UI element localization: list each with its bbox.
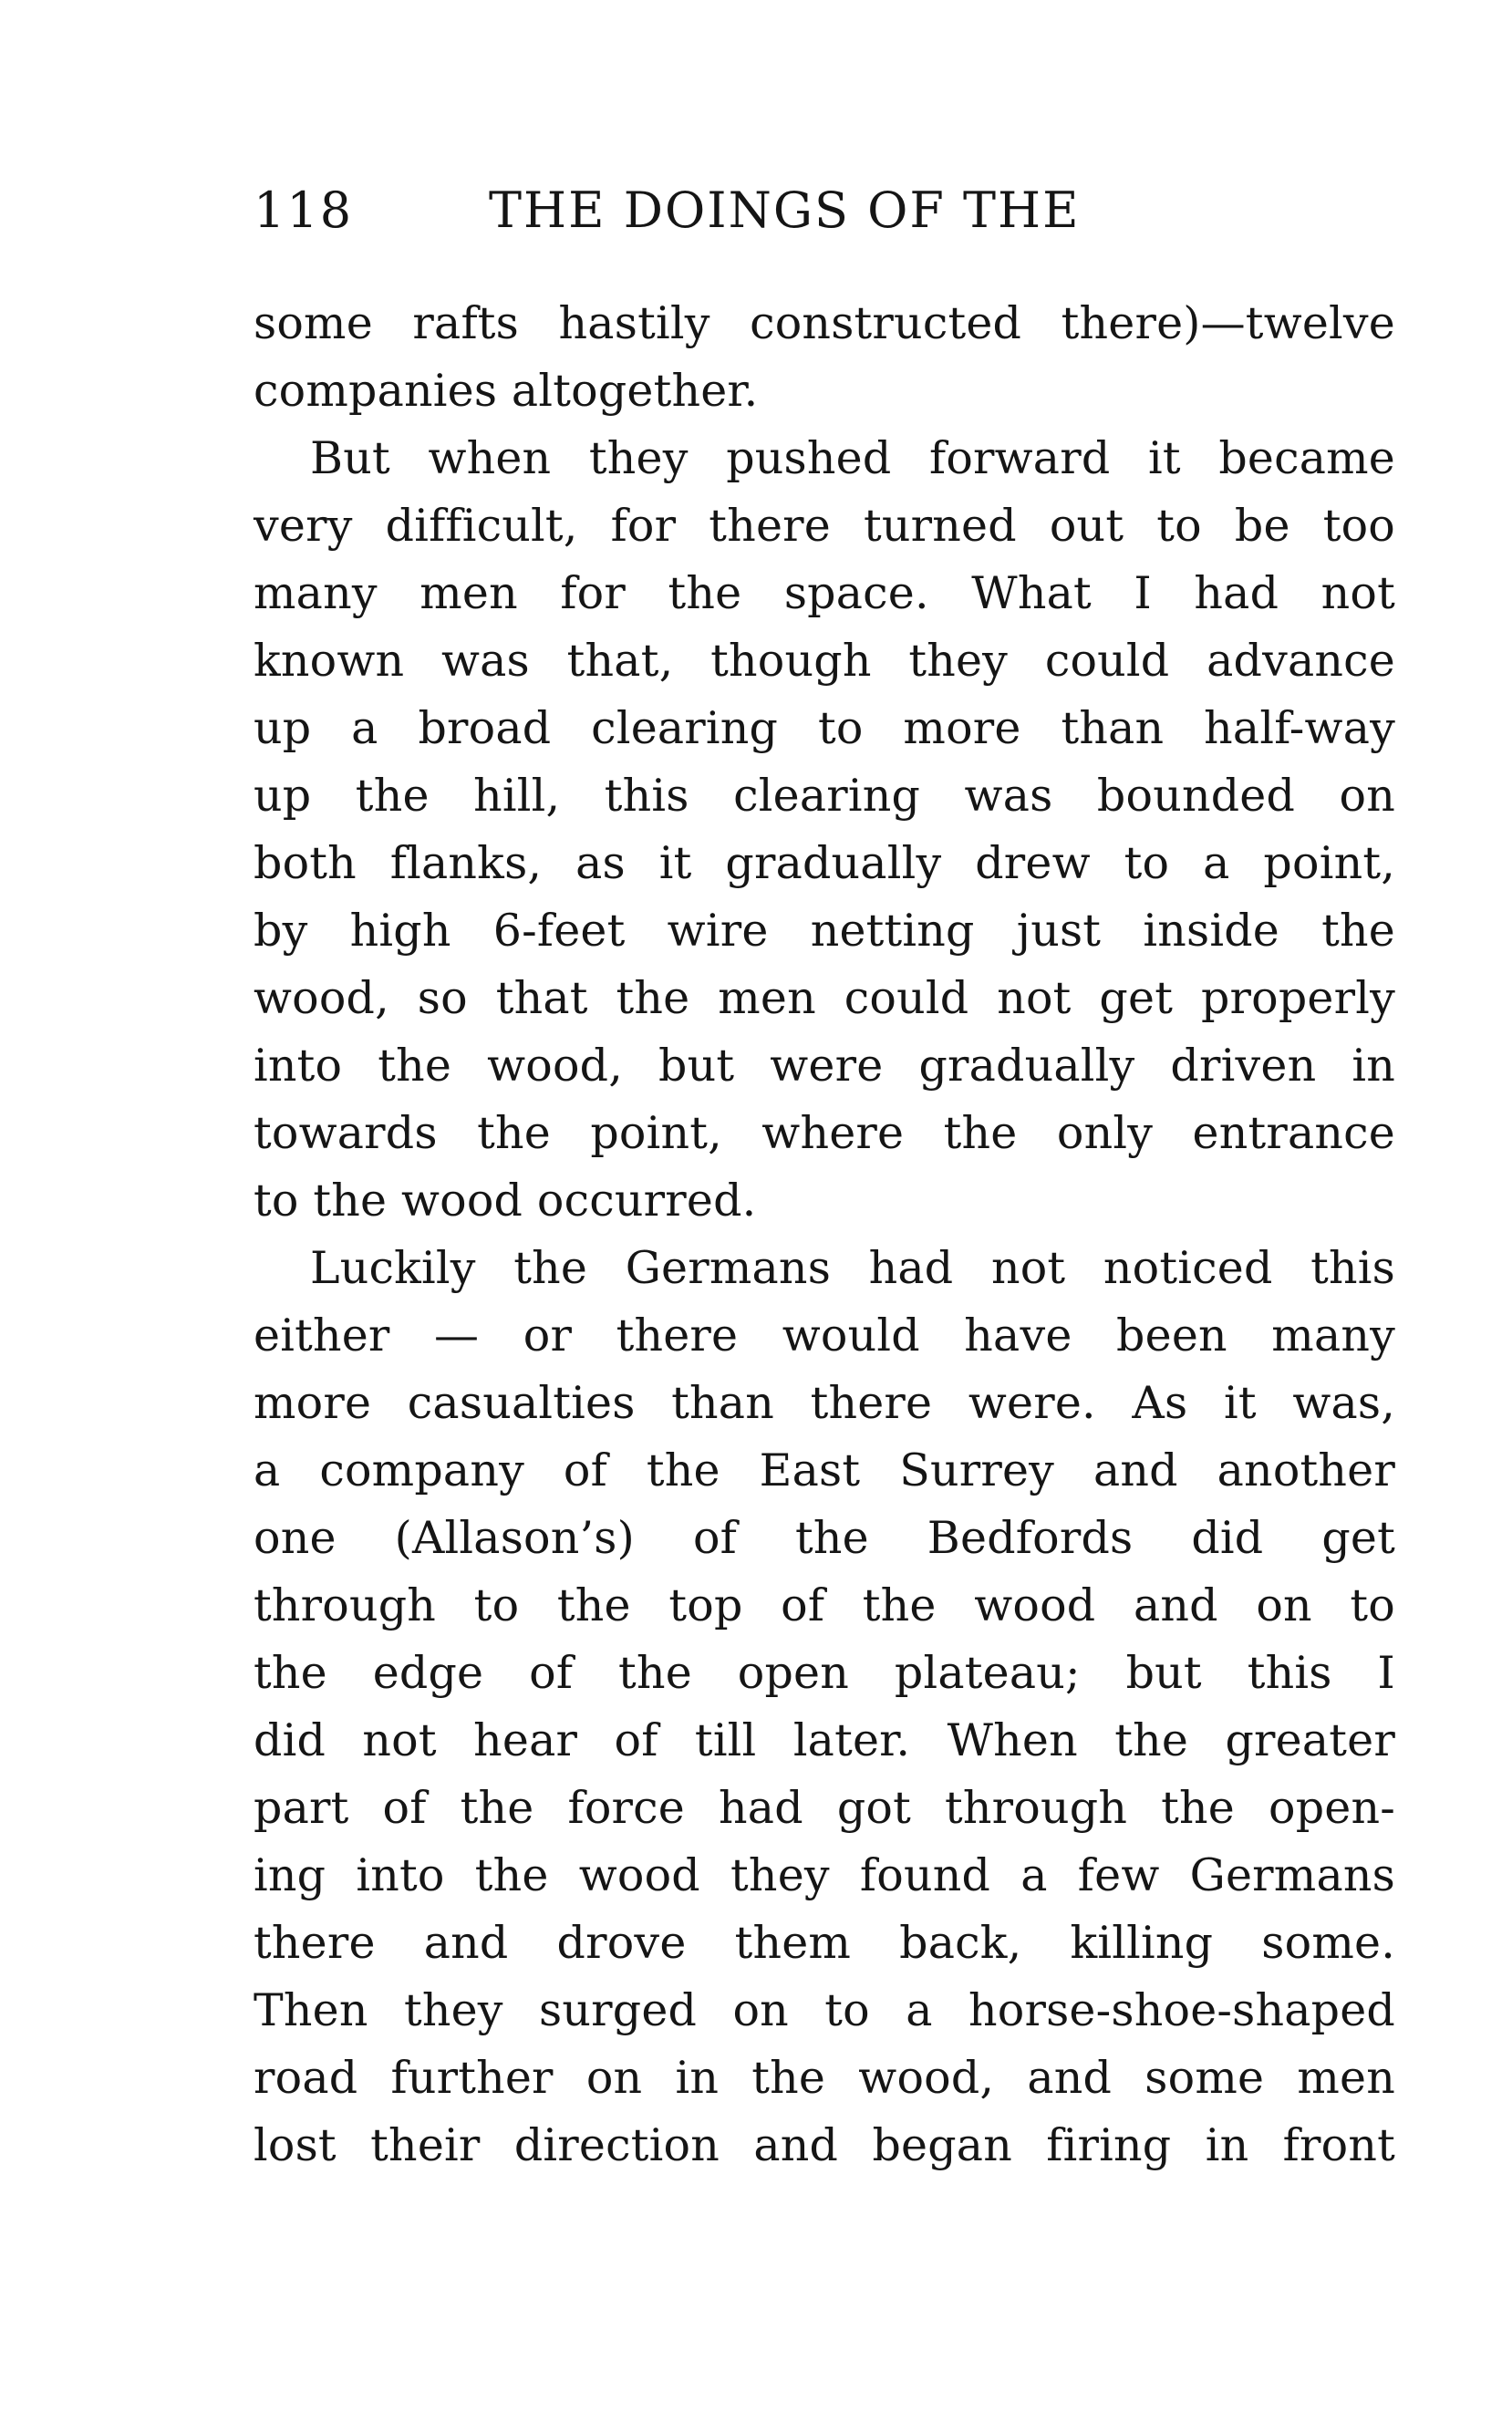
text-line: companies altogether. [254,365,759,417]
text-line: there and drove them back, killing some. [254,1917,1395,1969]
text-line: did not hear of till later. When the greater [254,1714,1395,1766]
text-line: either — or there would have been many [254,1310,1395,1361]
text-line: up the hill, this clearing was bounded on [254,770,1395,822]
text-line: ing into the wood they found a few Germans [254,1849,1395,1901]
text-line: by high 6-feet wire netting just inside the [254,905,1395,957]
text-line: up a broad clearing to more than half-way [254,702,1395,754]
text-line: some rafts hastily constructed there)—twelve [254,297,1395,349]
body-text [254,290,1395,2179]
text-line: road further on in the wood, and some men [254,2052,1395,2104]
text-line: very difficult, for there turned out to be too [254,500,1395,552]
text-line: Then they surged on to a horse-shoe-shaped [254,1984,1395,2036]
page-header [254,179,1165,243]
text-line: both flanks, as it gradually drew to a point, [254,837,1395,889]
text-line: a company of the East Surrey and another [254,1444,1395,1496]
text-line: through to the top of the wood and on to [254,1579,1395,1631]
text-line: many men for the space. What I had not [254,567,1395,619]
text-line: the edge of the open plateau; but this I [254,1647,1395,1699]
text-line: Luckily the Germans had not noticed this [310,1242,1395,1294]
text-line: lost their direction and began firing in front [254,2119,1395,2171]
text-line: towards the point, where the only entrance [254,1107,1395,1159]
text-line: one (Allason’s) of the Bedfords did get [254,1512,1395,1564]
text-line: known was that, though they could advance [254,635,1395,687]
text-line: wood, so that the men could not get properly [254,972,1395,1024]
text-line: into the wood, but were gradually driven in [254,1040,1395,1092]
text-line: to the wood occurred. [254,1175,757,1227]
page-number: 118 [254,181,354,239]
text-line: part of the force had got through the open- [254,1782,1395,1834]
text-line: But when they pushed forward it became [310,432,1395,484]
running-title: THE DOINGS OF THE [489,181,1081,239]
text-line: more casualties than there were. As it was, [254,1377,1395,1429]
